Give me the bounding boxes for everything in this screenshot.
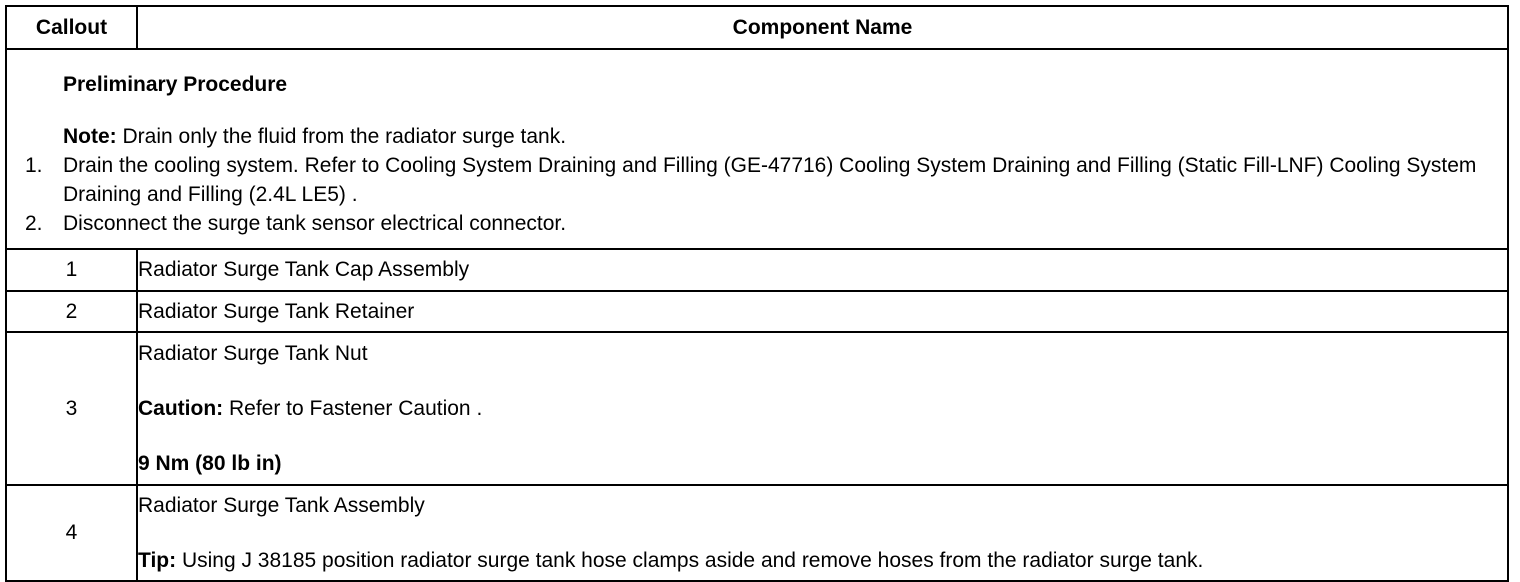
- callout-cell: 3: [6, 332, 137, 485]
- tip-body: Using J 38185 position radiator surge tank hose clamps aside and remove hoses from the radiator surge tank.: [176, 549, 1204, 572]
- preliminary-steps: [7, 151, 1507, 238]
- step-text: Drain the cooling system. Refer to Cooling System Draining and Filling (GE-47716) Cooling System Draining and Filling (Static Fill-LNF) Cooling System Draining and Filling (2.4L LE5) .: [63, 154, 1477, 206]
- preliminary-row: [6, 49, 1508, 249]
- callout-header: Callout: [6, 6, 137, 49]
- component-name: Radiator Surge Tank Nut: [138, 342, 368, 365]
- caution-label: Caution:: [138, 397, 224, 420]
- component-name: Radiator Surge Tank Assembly: [138, 494, 425, 517]
- component-name-header: Component Name: [137, 6, 1508, 49]
- table-row: [6, 291, 1508, 332]
- table-row: [6, 332, 1508, 485]
- callout-cell: 1: [6, 249, 137, 291]
- table-row: [6, 249, 1508, 291]
- callout-cell: 2: [6, 291, 137, 332]
- preliminary-title: Preliminary Procedure: [63, 73, 288, 96]
- tip-text: [138, 548, 1507, 573]
- component-name-cell: [137, 485, 1508, 581]
- callout-cell: 4: [6, 485, 137, 581]
- preliminary-note: [63, 123, 1507, 151]
- torque-spec: 9 Nm (80 lb in): [138, 452, 282, 475]
- step-text: Disconnect the surge tank sensor electrical connector.: [63, 212, 567, 235]
- preliminary-procedure-cell: [6, 49, 1508, 249]
- note-text: Drain only the fluid from the radiator surge tank.: [116, 125, 567, 148]
- component-name-cell: Radiator Surge Tank Retainer: [137, 291, 1508, 332]
- table-row: [6, 485, 1508, 581]
- step-marker: 2.: [25, 212, 43, 235]
- component-name-cell: [137, 332, 1508, 485]
- caution-body: Refer to Fastener Caution .: [223, 397, 483, 420]
- component-name-cell: Radiator Surge Tank Cap Assembly: [137, 249, 1508, 291]
- component-table: [5, 5, 1509, 582]
- step-marker: 1.: [25, 154, 43, 177]
- step-item: [7, 151, 1507, 209]
- tip-label: Tip:: [138, 549, 177, 572]
- caution-text: [138, 396, 1507, 421]
- header-row: [6, 6, 1508, 49]
- note-label: Note:: [63, 125, 117, 148]
- step-item: [7, 209, 1507, 238]
